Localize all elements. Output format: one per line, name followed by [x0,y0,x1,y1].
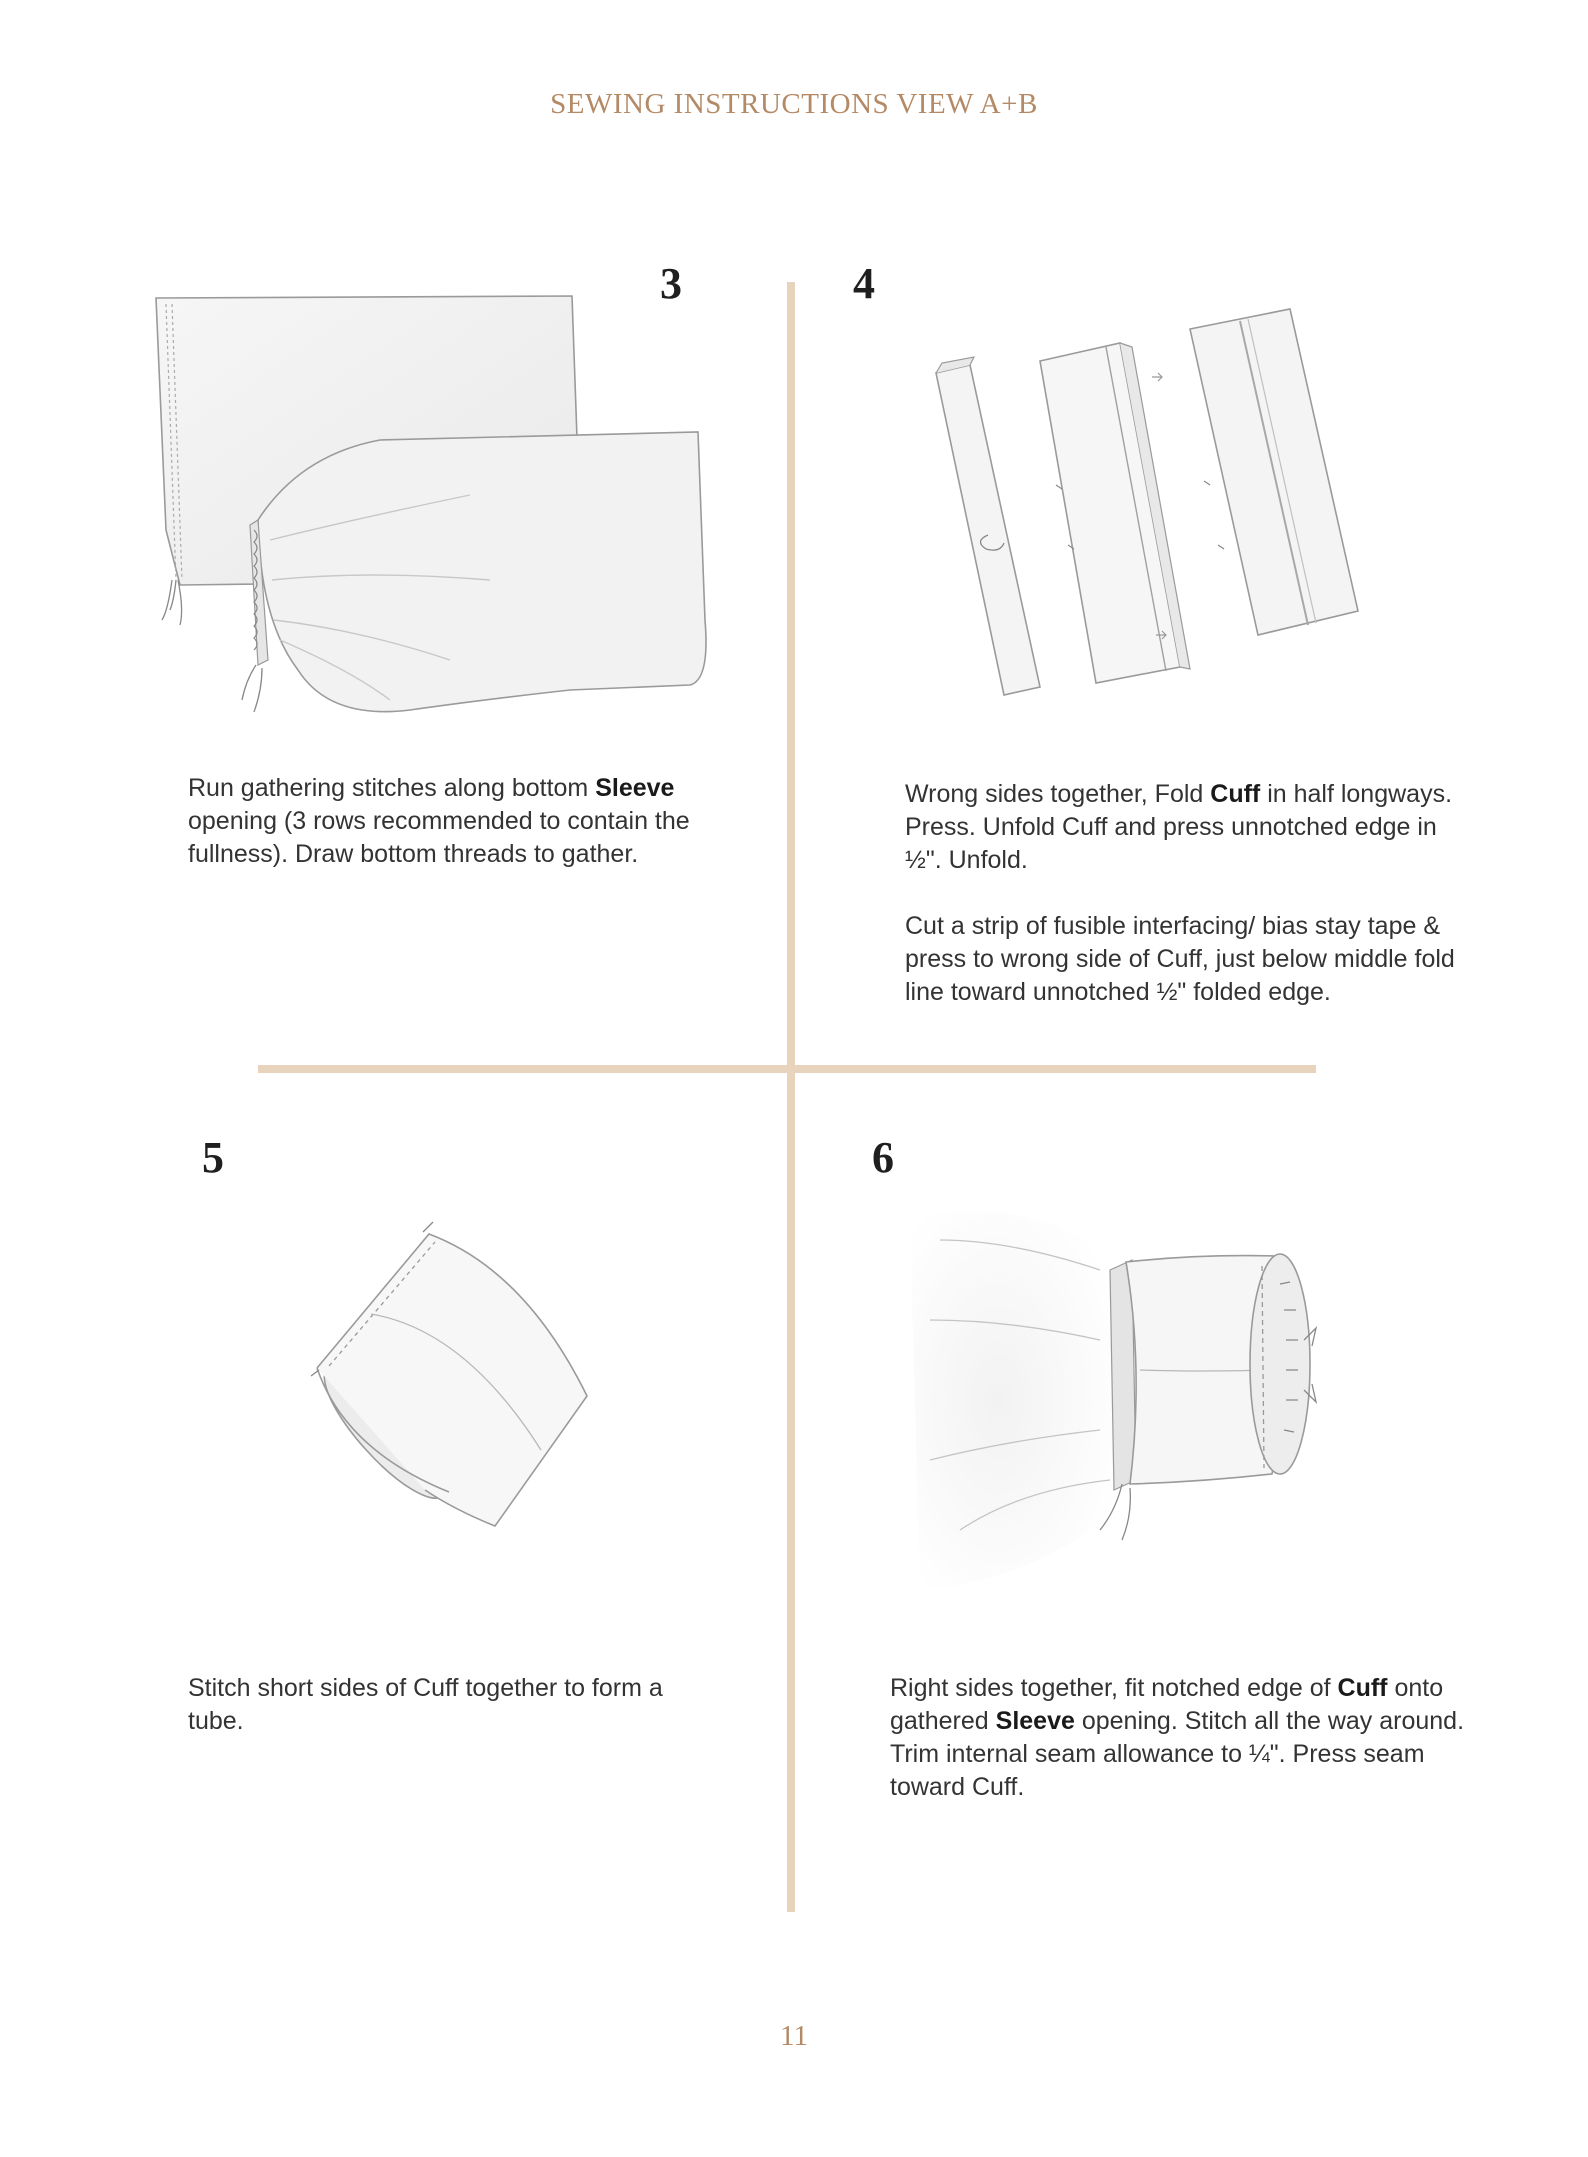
step-6-number: 6 [872,1133,894,1182]
step-5-instructions [188,1672,708,1738]
gathered-sleeve-illustration [150,280,720,730]
vertical-divider [787,282,795,1912]
step-4-paragraph-2 [905,910,1475,1009]
step-6-text-a: Right sides together, fit notched edge of [890,1674,1338,1702]
sleeve-term: Sleeve [595,774,675,802]
step-4-instructions [905,778,1475,1009]
step-6-text-b: onto gathered [890,1674,1444,1735]
step-5-text: Stitch short sides of Cuff together to form a tube. [188,1674,663,1735]
cuff-term: Cuff [1210,780,1261,808]
page-header-title: SEWING INSTRUCTIONS VIEW A+B [550,88,1038,120]
step-4-text-a: Wrong sides together, Fold [905,780,1211,808]
step-4-number: 4 [853,259,875,308]
cuff-term: Cuff [1337,1674,1388,1702]
step-3-number: 3 [660,259,682,308]
horizontal-divider [258,1065,1316,1073]
step-3-paragraph [188,772,748,871]
sleeve-term: Sleeve [995,1707,1075,1735]
step-6-instructions [890,1672,1480,1804]
cuff-tube-illustration [305,1220,605,1540]
step-3-text-b: opening (3 rows recommended to contain the fullness). Draw bottom threads to gather. [188,807,690,868]
step-4-text-c: Cut a strip of fusible interfacing/ bias stay tape & press to wrong side of Cuff, just below middle fold line toward unnotched ½" folded edge. [905,912,1455,1006]
step-6-paragraph [890,1672,1480,1804]
step-5-paragraph [188,1672,708,1738]
step-3-instructions [188,772,748,871]
cuff-attached-sleeve-illustration [900,1200,1340,1620]
step-4-paragraph-1 [905,778,1475,877]
step-6-text-c: opening. Stitch all the way around. Trim internal seam allowance to ¼". Press seam toward Cuff. [890,1707,1465,1801]
step-4-text-b: in half longways. Press. Unfold Cuff and press unnotched edge in ½". Unfold. [905,780,1453,874]
step-5-number: 5 [202,1133,224,1182]
page-number: 11 [780,2020,808,2052]
cuff-folding-illustration [920,295,1370,715]
step-3-text-a: Run gathering stitches along bottom [188,774,596,802]
